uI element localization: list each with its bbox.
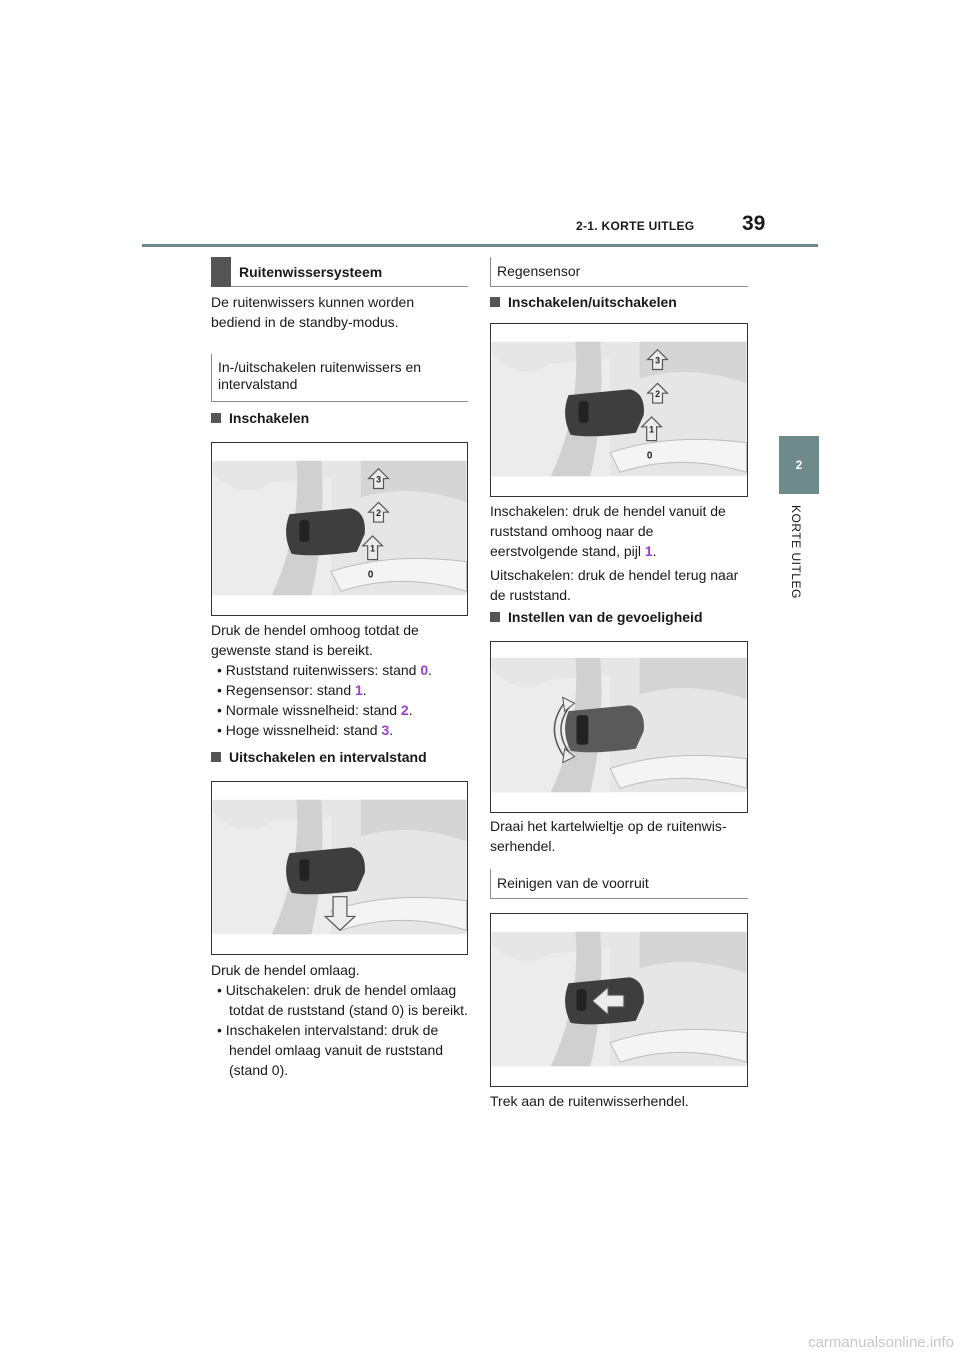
list-item: • Uitschakelen: druk de hendel omlaag totdat de ruststand (stand 0) is bereikt. (211, 980, 468, 1020)
heading-reinigen (490, 869, 748, 899)
chapter-tab[interactable]: 2 (779, 436, 819, 494)
figure-kartelwiel-drawing (491, 642, 747, 812)
figure-lever-down (211, 781, 468, 955)
heading-gevoeligheid-text: Instellen van de gevoeligheid (508, 609, 703, 625)
figure-lever-up (211, 442, 468, 616)
uitschakelen-list (211, 980, 468, 1080)
figure-label-3: 3 (376, 474, 382, 485)
heading-reinigen-text: Reinigen van de voorruit (497, 875, 649, 891)
gevoeligheid-text: Draai het kartelwieltje op de ruitenwis- serhendel. (490, 818, 727, 854)
figure-lever-down-drawing (212, 782, 467, 954)
position-list (211, 660, 468, 740)
heading-regensensor-text: Regensensor (497, 263, 581, 279)
uitschakelen-text: Druk de hendel omlaag. (211, 962, 360, 978)
page-number: 39 (742, 212, 766, 235)
bullet-square (211, 752, 221, 762)
list-item: • Inschakelen intervalstand: druk de hendel omlaag vanuit de ruststand (stand 0). (211, 1020, 468, 1080)
section-heading-ruitenwissersysteem (211, 257, 468, 287)
heading-inschakelen-uitschakelen-text: Inschakelen/uitschakelen (508, 294, 677, 310)
chapter-tab-label: KORTE UITLEG (789, 505, 803, 599)
section-marker (211, 257, 231, 287)
bullet-square (211, 413, 221, 423)
figure-label-2: 2 (655, 389, 661, 400)
subsection-heading (211, 354, 468, 402)
section-title: Ruitenwissersysteem (239, 263, 383, 280)
list-item: • Regensensor: stand 1. (211, 680, 468, 700)
intro-text: De ruitenwissers kunnen worden bediend in de standby-modus. (211, 294, 415, 330)
bullet-square (490, 297, 500, 307)
figure-trek-hendel (490, 913, 748, 1087)
figure-kartelwiel (490, 641, 748, 813)
heading-inschakelen-uitschakelen (490, 294, 677, 310)
heading-uitschakelen (211, 749, 427, 765)
heading-inschakelen (211, 410, 309, 426)
list-item: • Normale wissnelheid: stand 2. (211, 700, 468, 720)
heading-inschakelen-text: Inschakelen (229, 410, 310, 426)
figure-label-1: 1 (649, 424, 655, 435)
figure-label-2: 2 (376, 508, 382, 519)
heading-gevoeligheid (490, 609, 703, 625)
chapter-title: 2-1. KORTE UITLEG (576, 219, 695, 233)
figure-lever-up-drawing (212, 443, 467, 615)
figure-label-1: 1 (370, 543, 376, 554)
list-item: • Ruststand ruitenwissers: stand 0. (211, 660, 468, 680)
reinigen-text: Trek aan de ruitenwisserhendel. (490, 1093, 689, 1109)
figure-trek-hendel-drawing (491, 914, 747, 1086)
heading-regensensor (490, 257, 748, 287)
heading-uitschakelen-text: Uitschakelen en intervalstand (229, 749, 427, 765)
watermark: carmanualsonline.info (808, 1334, 954, 1351)
uitschakelen-uitleg: Uitschakelen: druk de hendel terug naar de ruststand. (490, 567, 739, 603)
inschakelen-text: Druk de hendel omhoog totdat de gewenste stand is bereikt. (211, 622, 419, 658)
figure-regensensor-lever (490, 323, 748, 497)
figure-label-0: 0 (367, 569, 374, 581)
figure-label-0: 0 (646, 450, 653, 462)
subsection-title: In-/uitschakelen ruitenwissers en intervalstand (218, 359, 422, 392)
header-rule (142, 244, 818, 247)
inschakelen-uitleg: Inschakelen: druk de hendel vanuit de ruststand omhoog naar de eerstvolgende stand, pijl 1. (490, 503, 726, 559)
list-item: • Hoge wissnelheid: stand 3. (211, 720, 468, 740)
bullet-square (490, 612, 500, 622)
figure-label-3: 3 (655, 355, 661, 366)
figure-regensensor-drawing (491, 324, 747, 496)
